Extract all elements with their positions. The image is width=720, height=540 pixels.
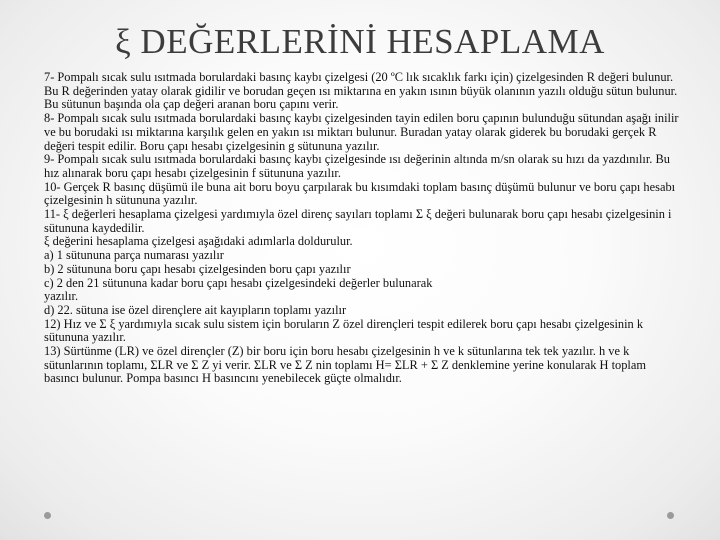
paragraph-step-c: c) 2 den 21 sütununa kadar boru çapı hesabı çizelgesindeki değerler bulunarak	[44, 275, 433, 290]
decorative-dot-left	[44, 512, 51, 519]
slide-body	[44, 71, 684, 386]
paragraph-step-10: 10- Gerçek R basınç düşümü ile buna ait boru boyu çarpılarak bu kısımdaki toplam basınç düşümü bulunur ve boru çapı hesabı çizelgesinin h sütununa yazılır.	[44, 179, 676, 208]
paragraph-step-8: 8- Pompalı sıcak sulu ısıtmada borulardaki basınç kaybı çizelgesinden tayin edilen boru çapının bulunduğu sütundan aşağı inilir ve bu borudaki ısı miktarına karşılık gelen en yakın ısı miktarı bulunur. Buradan yatay olarak giderek bu borudaki gerçek R değeri tespit edilir. Boru çapı hesabı çizelgesinin g sütununa yazılır.	[44, 111, 679, 153]
decorative-dot-right	[667, 512, 674, 519]
paragraph-step-11: 11- ξ değerleri hesaplama çizelgesi yardımıyla özel direnç sayıları toplamı Σ ξ değeri bulunarak boru çapı hesabı çizelgesinin i sütununa kaydedilir.	[44, 207, 672, 235]
paragraph-step-12: 12) Hız ve Σ ξ yardımıyla sıcak sulu sistem için boruların Z özel dirençleri tespit edilerek boru çapı hesabı çizelgesinin k sütununa yazılır.	[44, 316, 644, 345]
paragraph-step-b: b) 2 sütununa boru çapı hesabı çizelgesinden boru çapı yazılır	[44, 261, 351, 276]
paragraph-step-7: 7- Pompalı sıcak sulu ısıtmada borulardaki basınç kaybı çizelgesi (20 ºC lık sıcaklık farkı için) çizelgesinden R değeri bulunur. Bu R değerinden yatay olarak gidilir ve borudan geçen ısı miktarına en yakın ısının büyük olanının yazılı olduğu sütun bulunur. Bu sütunun başında ola çap değeri aranan boru çapını verir.	[44, 70, 678, 112]
paragraph-step-9: 9- Pompalı sıcak sulu ısıtmada borulardaki basınç kaybı çizelgesinde ısı değerinin altında m/sn olarak su hızı da yazdınılır. Bu hız alınarak boru çapı hesabı çizelgesinin f sütununa yazılır.	[44, 152, 670, 180]
paragraph-xi-intro: ξ değerini hesaplama çizelgesi aşağıdaki adımlarla doldurulur.	[44, 234, 353, 249]
slide-title: ξ DEĞERLERİNİ HESAPLAMA	[115, 22, 605, 61]
paragraph-step-c-cont: yazılır.	[44, 289, 79, 304]
paragraph-step-a: a) 1 sütununa parça numarası yazılır	[44, 248, 224, 263]
paragraph-step-13: 13) Sürtünme (LR) ve özel dirençler (Z) bir boru için boru hesabı çizelgesinin h ve k sütunlarına tek tek yazılır. h ve k sütunlarının toplamı, ΣLR ve Σ Z yi verir. ΣLR ve Σ Z nin toplamı H= ΣLR + Σ Z denklemine yerine konularak H toplam basıncı bulunur. Pompa basıncı H basıncını yenebilecek güçte olmalıdır.	[44, 344, 646, 386]
paragraph-step-d: d) 22. sütuna ise özel dirençlere ait kayıpların toplamı yazılır	[44, 302, 347, 317]
